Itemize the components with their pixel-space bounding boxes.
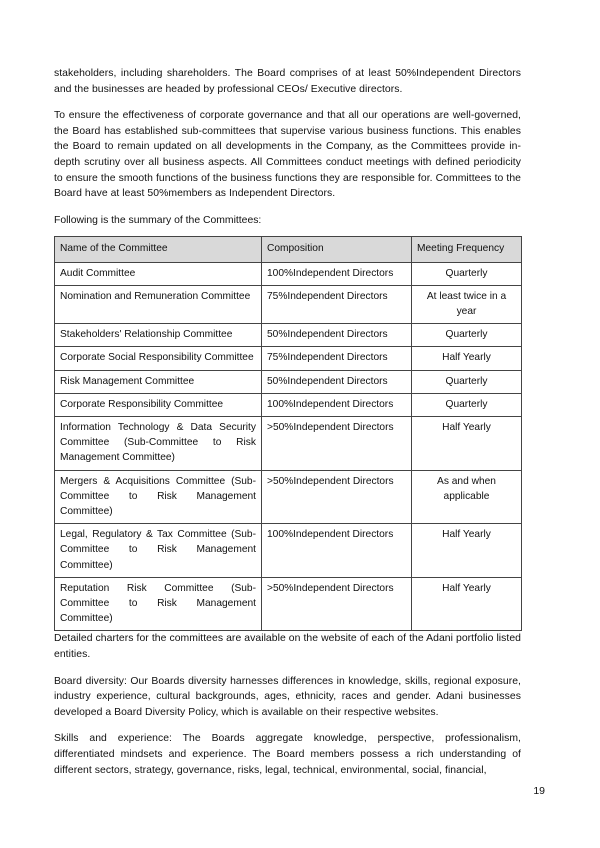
cell-frequency: Half Yearly [412,524,522,578]
cell-frequency: Half Yearly [412,577,522,631]
table-row [55,470,522,524]
cell-committee-name: Risk Management Committee [55,370,262,393]
paragraph-detailed-charters: Detailed charters for the committees are available on the website of each of the Adani portfolio listed entities. [54,633,521,660]
cell-frequency: Half Yearly [412,347,522,370]
table-header [55,237,522,262]
cell-committee-name: Corporate Responsibility Committee [55,393,262,416]
cell-composition: >50%Independent Directors [262,577,412,631]
paragraph-board-diversity: Board diversity: Our Boards diversity harnesses differences in knowledge, skills, regional exposure, industry experience, cultural backgrounds, ages, ethnicity, races and gender. Adani businesses developed a Board Diversity Policy, which is available on their respective websites. [54,675,521,718]
table-row [55,347,522,370]
column-header-name: Name of the Committee [55,237,262,262]
table-body [55,262,522,631]
cell-committee-name: Audit Committee [55,262,262,285]
cell-composition: 100%Independent Directors [262,524,412,578]
cell-composition: >50%Independent Directors [262,416,412,470]
cell-frequency: As and when applicable [412,470,522,524]
table-intro-line: Following is the summary of the Committees: [54,214,262,226]
paragraph-skills-experience: Skills and experience: The Boards aggregate knowledge, perspective, professionalism, differentiated mindsets and experience. The Board members possess a rich understanding of different sectors, strategy, governance, risks, legal, technical, environmental, social, financial, [54,733,521,776]
page-content [54,66,521,789]
cell-committee-name: Legal, Regulatory & Tax Committee (Sub-Committee to Risk Management Committee) [55,524,262,578]
cell-committee-name: Stakeholders' Relationship Committee [55,324,262,347]
cell-frequency: Quarterly [412,393,522,416]
table-row [55,416,522,470]
paragraph-stakeholders: stakeholders, including shareholders. The Board comprises of at least 50%Independent Directors and the businesses are headed by professional CEOs/ Executive directors. [54,68,521,95]
cell-committee-name: Reputation Risk Committee (Sub-Committee to Risk Management Committee) [55,577,262,631]
cell-frequency: Quarterly [412,324,522,347]
column-header-composition: Composition [262,237,412,262]
cell-committee-name: Mergers & Acquisitions Committee (Sub-Committee to Risk Management Committee) [55,470,262,524]
cell-committee-name: Nomination and Remuneration Committee [55,285,262,323]
table-header-row [55,237,522,262]
cell-frequency: Quarterly [412,370,522,393]
cell-committee-name: Information Technology & Data Security Committee (Sub-Committee to Risk Management Committee) [55,416,262,470]
cell-composition: 50%Independent Directors [262,370,412,393]
cell-composition: 50%Independent Directors [262,324,412,347]
committees-table [54,236,522,631]
table-row [55,577,522,631]
table-row [55,262,522,285]
cell-composition: 75%Independent Directors [262,347,412,370]
cell-frequency: Quarterly [412,262,522,285]
cell-composition: 75%Independent Directors [262,285,412,323]
cell-composition: 100%Independent Directors [262,393,412,416]
cell-committee-name: Corporate Social Responsibility Committee [55,347,262,370]
cell-frequency: At least twice in a year [412,285,522,323]
column-header-frequency: Meeting Frequency [412,237,522,262]
table-row [55,285,522,323]
page-number: 19 [533,785,545,797]
cell-composition: 100%Independent Directors [262,262,412,285]
table-row [55,324,522,347]
table-row [55,393,522,416]
cell-frequency: Half Yearly [412,416,522,470]
paragraph-governance: To ensure the effectiveness of corporate governance and that all our operations are well-governed, the Board has established sub-committees that supervise various business functions. This enables the Board to remain updated on all developments in the Company, as the Committees provide in-depth scrutiny over all business aspects. All Committees conduct meetings with defined periodicity to ensure the smooth functions of the business functions they are responsible for. Committees to the Board have at least 50%members as Independent Directors. [54,110,521,200]
table-row [55,524,522,578]
table-row [55,370,522,393]
cell-composition: >50%Independent Directors [262,470,412,524]
